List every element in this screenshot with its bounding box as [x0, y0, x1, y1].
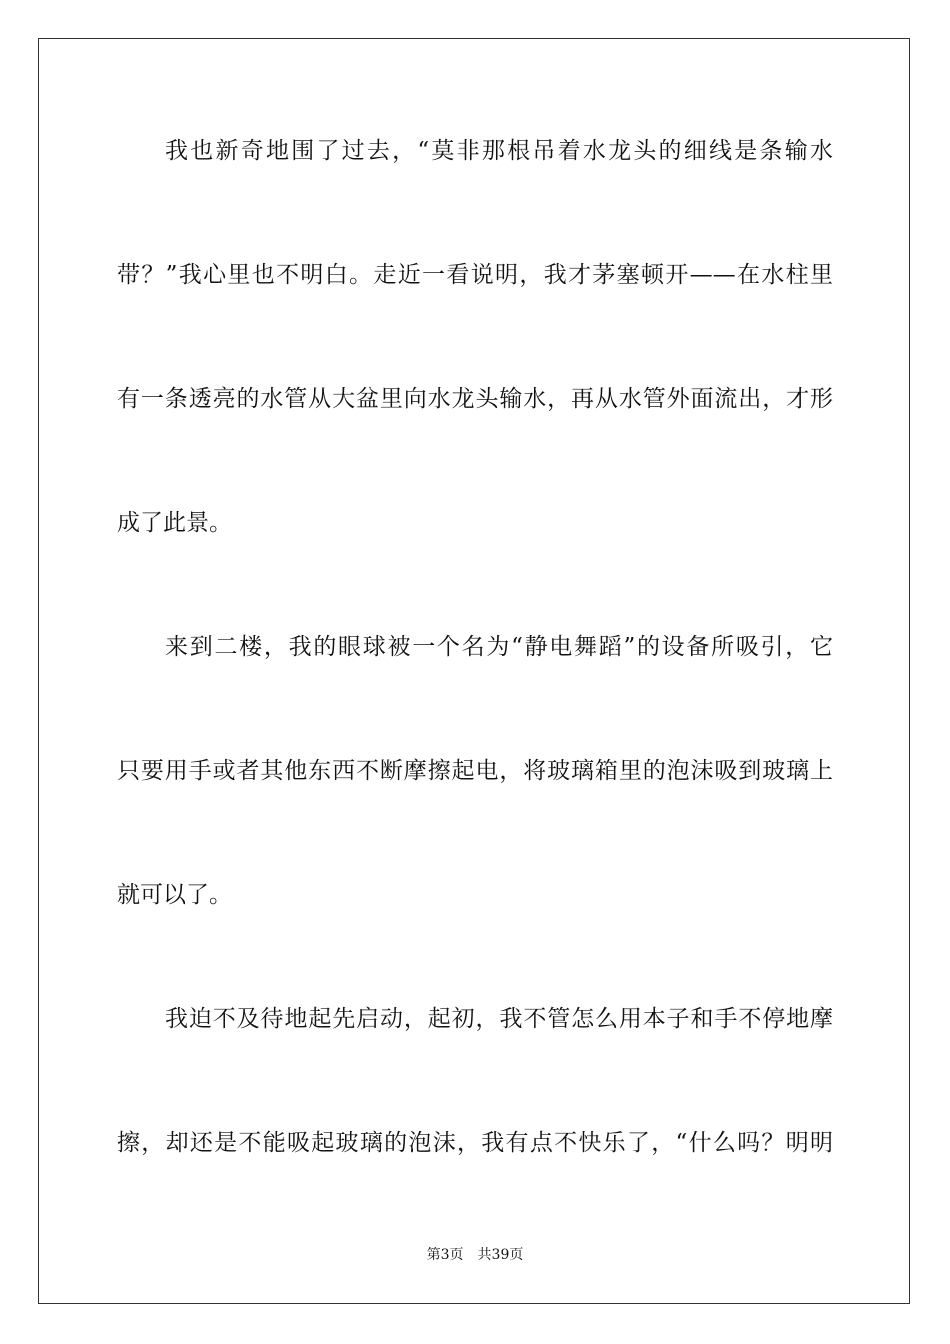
- paragraph-1-line-4: 成了此景。: [117, 510, 232, 536]
- paragraph-1-line-3: 有一条透亮的水管从大盆里向水龙头输水，再从水管外面流出，才形: [117, 386, 833, 412]
- paragraph-3-line-1: 我迫不及待地起先启动，起初，我不管怎么用本子和手不停地摩: [165, 1006, 833, 1032]
- page-number: 第3页: [426, 1247, 464, 1263]
- paragraph-1-line-2: 带？”我心里也不明白。走近一看说明，我才茅塞顿开——在水柱里: [117, 262, 833, 288]
- paragraph-3-line-2: 擦，却还是不能吸起玻璃的泡沫，我有点不快乐了，“什么吗？明明: [117, 1130, 833, 1156]
- paragraph-2-line-1: 来到二楼，我的眼球被一个名为“静电舞蹈”的设备所吸引，它: [165, 634, 833, 660]
- paragraph-1-line-1: 我也新奇地围了过去，“莫非那根吊着水龙头的细线是条输水: [165, 138, 833, 164]
- paragraph-2-line-2: 只要用手或者其他东西不断摩擦起电，将玻璃箱里的泡沫吸到玻璃上: [117, 758, 833, 784]
- page-border: [38, 38, 910, 1304]
- page-total: 共39页: [477, 1247, 524, 1263]
- page-footer: [0, 1246, 950, 1264]
- paragraph-2-line-3: 就可以了。: [117, 882, 232, 908]
